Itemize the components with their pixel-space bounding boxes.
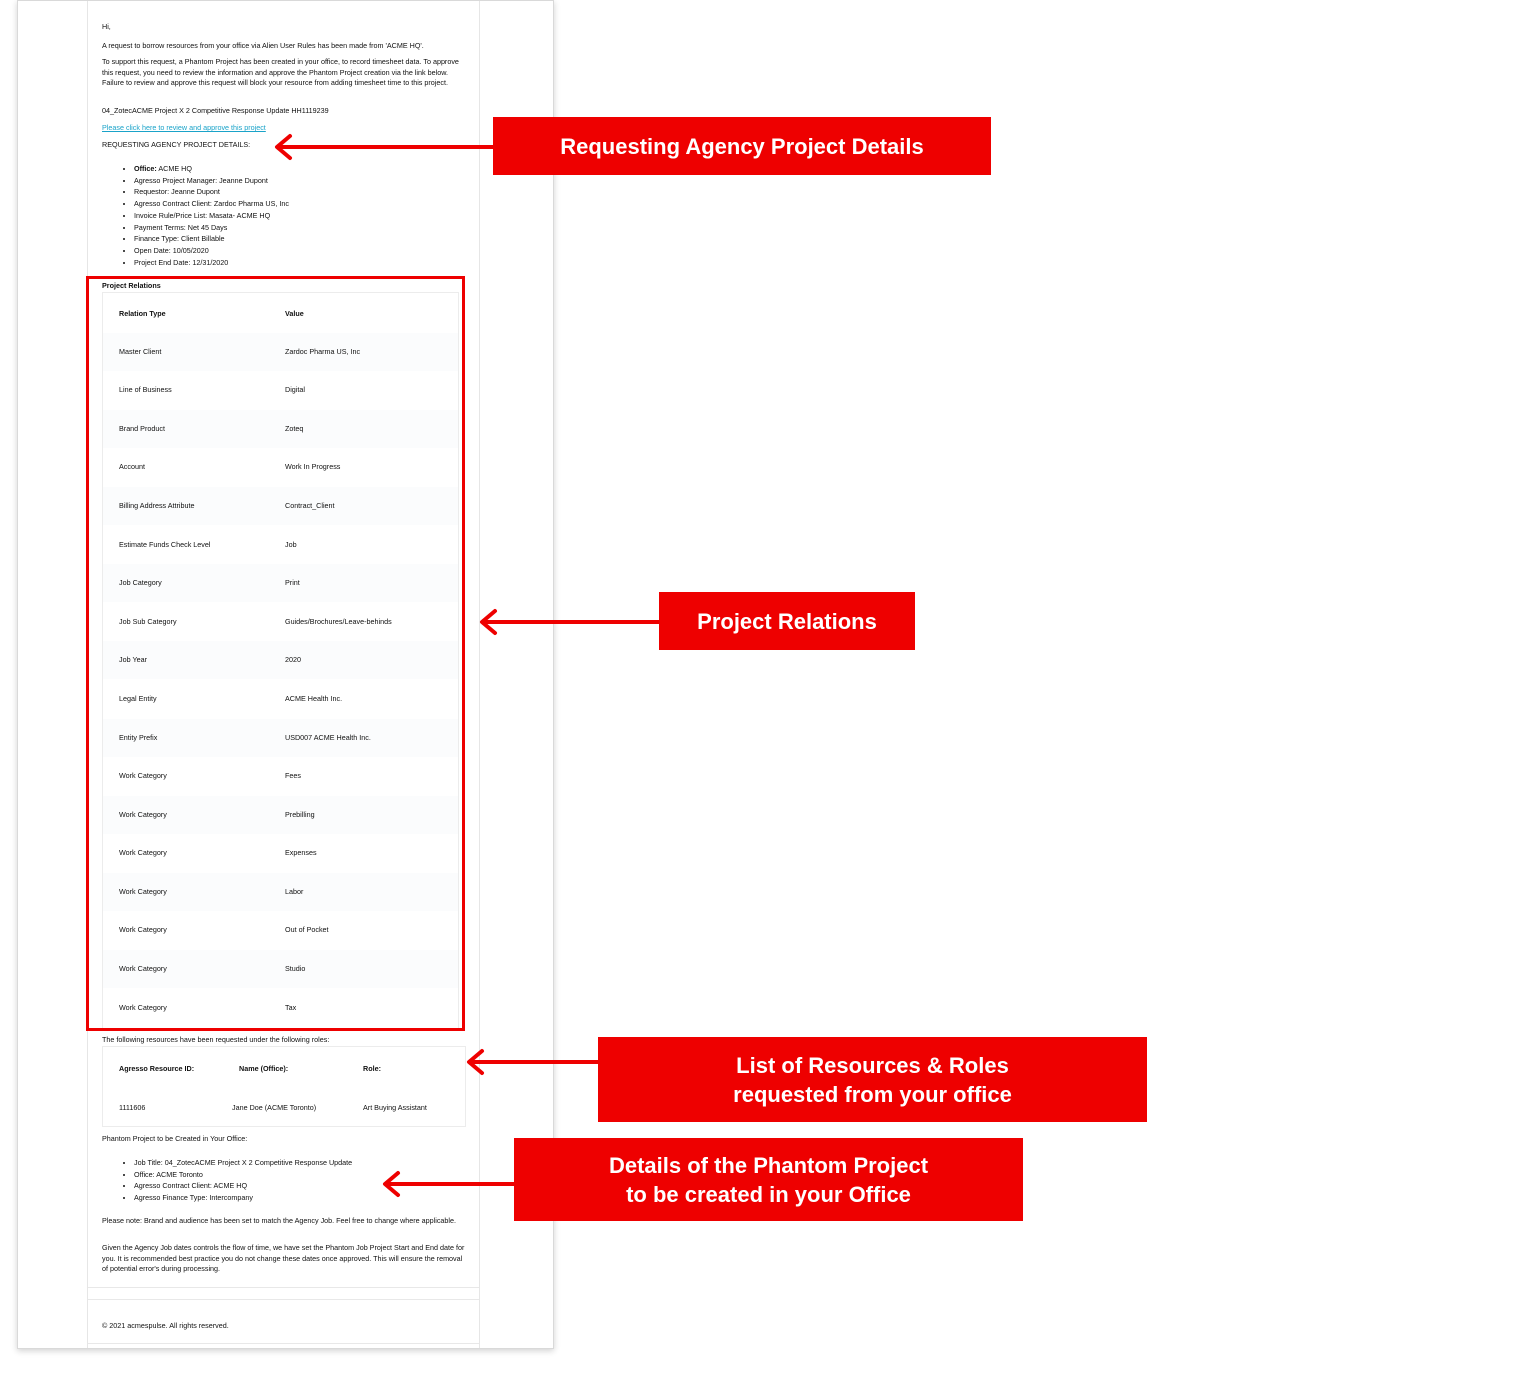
relation-value-cell: Out of Pocket <box>285 925 329 934</box>
relation-type-cell: Billing Address Attribute <box>119 501 195 510</box>
greeting: Hi, <box>102 22 111 31</box>
detail-item: • Finance Type: Client Billable <box>134 233 289 245</box>
resource-name-cell: Jane Doe (ACME Toronto) <box>232 1103 317 1112</box>
relation-type-cell: Work Category <box>119 848 167 857</box>
detail-item: • Payment Terms: Net 45 Days <box>134 222 289 234</box>
relation-type-cell: Work Category <box>119 964 167 973</box>
relation-type-cell: Line of Business <box>119 385 172 394</box>
intro-text: A request to borrow resources from your office via Alien User Rules has been made from 'ACME HQ'. <box>102 41 424 50</box>
review-approve-link[interactable]: Please click here to review and approve this project <box>102 123 266 132</box>
phantom-item: • Office: ACME Toronto <box>134 1169 352 1181</box>
relation-type-cell: Job Sub Category <box>119 617 177 626</box>
callout-resources-line2: requested from your office <box>733 1081 1012 1107</box>
relation-type-cell: Entity Prefix <box>119 733 158 742</box>
relation-type-cell: Brand Product <box>119 424 165 433</box>
relation-type-cell: Job Year <box>119 655 147 664</box>
detail-item: • Project End Date: 12/31/2020 <box>134 257 289 269</box>
relation-value-cell: Print <box>285 578 300 587</box>
callout-relations-text: Project Relations <box>697 608 877 634</box>
relation-type-cell: Work Category <box>119 1003 167 1012</box>
relation-type-cell: Legal Entity <box>119 694 157 703</box>
relation-type-header: Relation Type <box>119 309 166 318</box>
resource-name-header: Name (Office): <box>239 1064 289 1073</box>
dates-note: Given the Agency Job dates controls the flow of time, we have set the Phantom Job Project Start and End date for you. It is recommended best practice you do not change these dates once approved. This will ensure the removal of potential error's during processing. <box>102 1243 465 1273</box>
phantom-item: • Agresso Finance Type: Intercompany <box>134 1192 352 1204</box>
relation-type-cell: Account <box>119 462 145 471</box>
relation-value-cell: Contract_Client <box>285 501 335 510</box>
relation-type-cell: Work Category <box>119 925 167 934</box>
relation-type-cell: Master Client <box>119 347 162 356</box>
relation-type-cell: Estimate Funds Check Level <box>119 540 211 549</box>
project-code: 04_ZotecACME Project X 2 Competitive Response Update HH1119239 <box>102 106 329 115</box>
resource-id-header: Agresso Resource ID: <box>119 1064 195 1073</box>
relations-heading: Project Relations <box>102 281 161 290</box>
relation-type-cell: Job Category <box>119 578 162 587</box>
relation-value-cell: Studio <box>285 964 306 973</box>
detail-item: • Office: ACME HQ <box>134 163 289 175</box>
account-value: Work In Progress <box>285 462 341 471</box>
relation-value-cell: Job <box>285 540 297 549</box>
relation-value-cell: ACME Health Inc. <box>285 694 343 703</box>
callout-resources-line1: List of Resources & Roles <box>736 1052 1009 1078</box>
relation-value-cell: Labor <box>285 887 304 896</box>
resources-intro: The following resources have been requested under the following roles: <box>102 1035 330 1044</box>
resource-id-cell: 1111606 <box>119 1103 146 1112</box>
relation-type-cell: Work Category <box>119 810 167 819</box>
relation-value-cell: Expenses <box>285 848 317 857</box>
detail-item: • Agresso Project Manager: Jeanne Dupont <box>134 175 289 187</box>
relation-value-cell: Prebilling <box>285 810 315 819</box>
relation-value-cell: Tax <box>285 1003 297 1012</box>
phantom-item: • Job Title: 04_ZotecACME Project X 2 Competitive Response Update <box>134 1157 352 1169</box>
support-text: To support this request, a Phantom Project has been created in your office, to record timesheet data. To approve this request, you need to review the information and approve the Phantom Project creation via the link below. Failure to review and approve this request will block your resource from adding timesheet time to this project. <box>102 57 459 87</box>
brand-note: Please note: Brand and audience has been set to match the Agency Job. Feel free to change where applicable. <box>102 1216 457 1225</box>
resource-role-header: Role: <box>363 1064 381 1073</box>
relation-value-cell: Zardoc Pharma US, Inc <box>285 347 361 356</box>
callout-phantom-line2: to be created in your Office <box>626 1181 911 1207</box>
detail-item: • Requestor: Jeanne Dupont <box>134 186 289 198</box>
resource-role-cell: Art Buying Assistant <box>363 1103 427 1112</box>
callout-resources <box>598 1037 1147 1122</box>
relation-value-cell: Zoteq <box>285 424 304 433</box>
value-header: Value <box>285 309 304 318</box>
relation-type-cell: Work Category <box>119 771 167 780</box>
relation-value-cell: USD007 ACME Health Inc. <box>285 733 371 742</box>
callout-relations <box>659 592 915 650</box>
detail-item: • Open Date: 10/05/2020 <box>134 245 289 257</box>
relation-value-cell: Guides/Brochures/Leave-behinds <box>285 617 392 626</box>
detail-item: • Invoice Rule/Price List: Masata- ACME HQ <box>134 210 289 222</box>
phantom-item: • Agresso Contract Client: ACME HQ <box>134 1180 352 1192</box>
callout-agency-details <box>493 117 991 175</box>
relation-value-cell: Digital <box>285 385 305 394</box>
callout-phantom <box>514 1138 1023 1221</box>
footer-copyright: © 2021 acmespulse. All rights reserved. <box>102 1321 229 1330</box>
relation-value-cell: Fees <box>285 771 301 780</box>
phantom-heading: Phantom Project to be Created in Your Office: <box>102 1134 248 1143</box>
callout-phantom-line1: Details of the Phantom Project <box>608 1152 929 1178</box>
relation-type-cell: Work Category <box>119 887 167 896</box>
callout-agency-details-text: Requesting Agency Project Details <box>560 133 924 159</box>
relation-value-cell: 2020 <box>285 655 301 664</box>
details-heading: REQUESTING AGENCY PROJECT DETAILS: <box>102 140 251 149</box>
detail-item: • Agresso Contract Client: Zardoc Pharma US, Inc <box>134 198 289 210</box>
